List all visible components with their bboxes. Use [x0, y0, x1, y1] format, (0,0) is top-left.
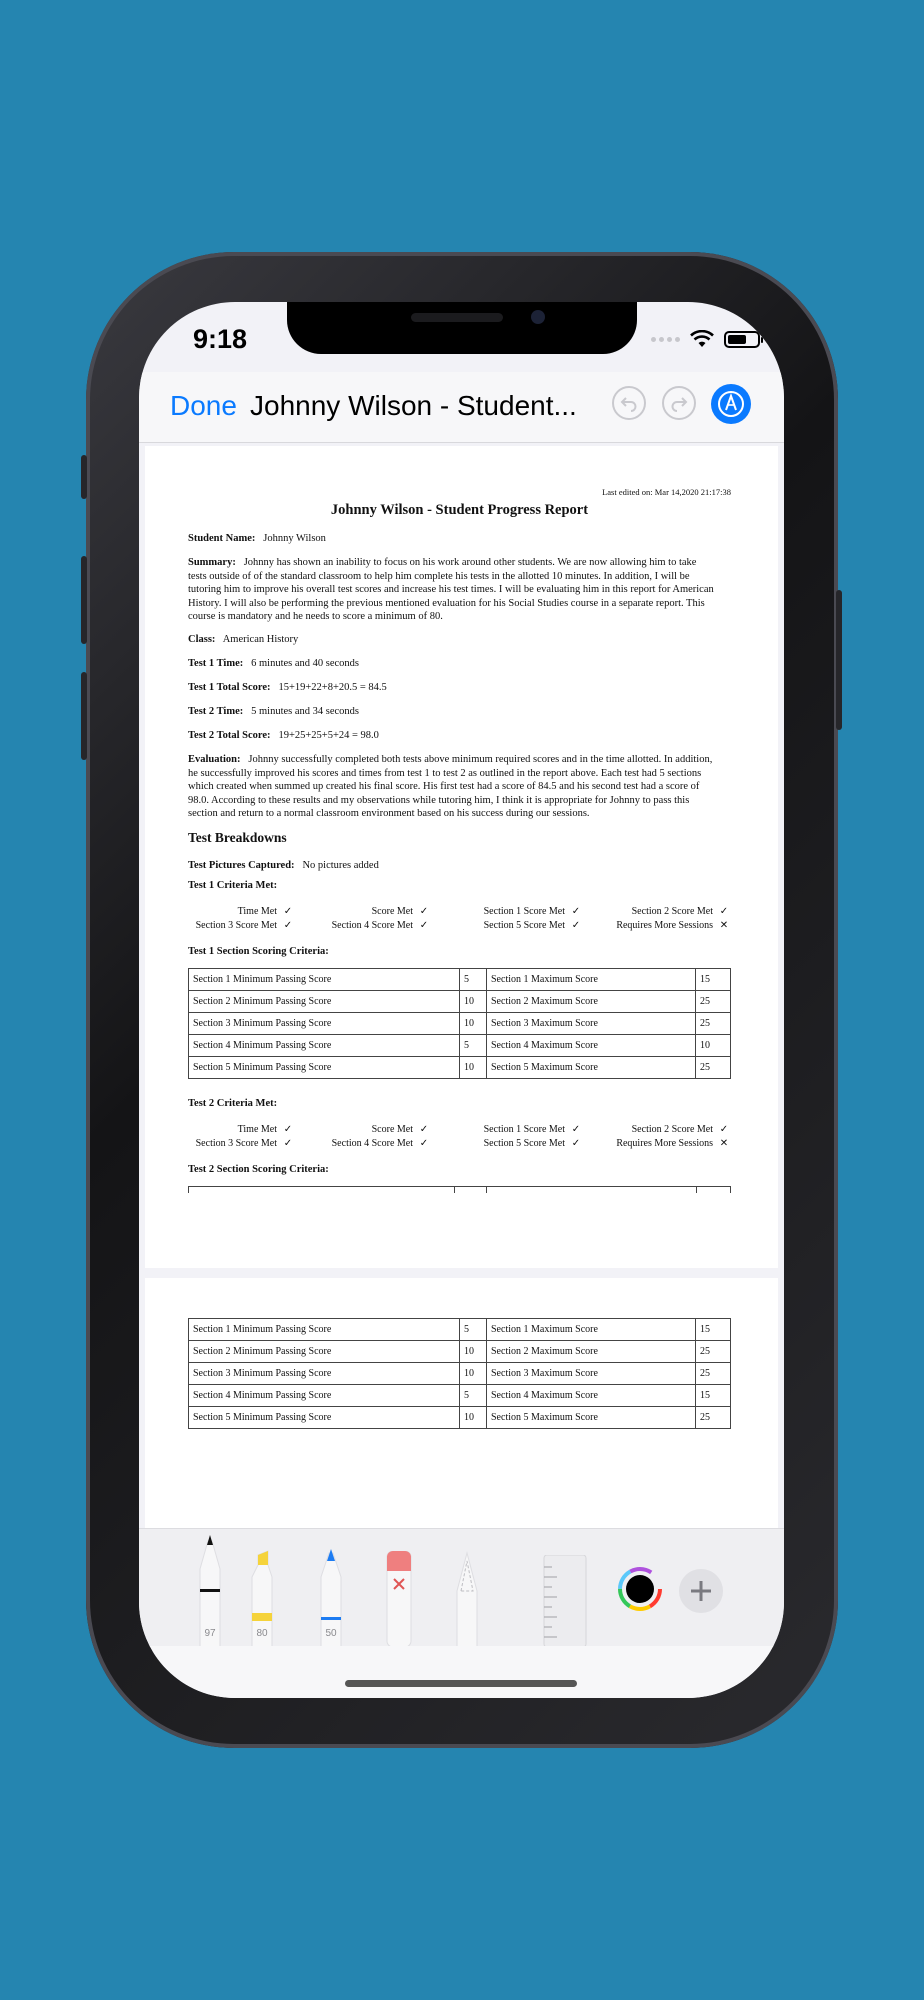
criteria-item: Section 1 Score Met ✓ [483, 906, 581, 917]
front-camera [531, 310, 545, 324]
pencil-tool[interactable]: 50 [317, 1547, 345, 1647]
navigation-bar [139, 372, 784, 443]
criteria-item: Time Met ✓ [237, 1124, 293, 1135]
home-indicator[interactable] [345, 1680, 577, 1687]
test1-criteria-heading: Test 1 Criteria Met: [188, 880, 278, 891]
add-plus-icon[interactable] [679, 1569, 723, 1613]
criteria-item: Section 3 Score Met ✓ [195, 1138, 293, 1149]
criteria-item: Requires More Sessions ✕ [616, 920, 729, 931]
pen-tool[interactable]: 97 [196, 1535, 224, 1647]
student-name: Student Name: Johnny Wilson [188, 533, 326, 544]
power-button [836, 590, 842, 730]
report-heading: Johnny Wilson - Student Progress Report [330, 502, 589, 518]
silent-switch [81, 455, 87, 499]
test2-scoring-heading: Test 2 Section Scoring Criteria: [188, 1164, 329, 1175]
criteria-item: Score Met ✓ [371, 1124, 429, 1135]
evaluation: Evaluation: Johnny successfully completed both tests above minimum required scores and in the time allotted. In addition, he successfully improved his scores and times from test 1 to test 2 as outlined in the report above. Each test had 5 sections which created when summed up created his final score. His first test had a score of 84.5 and his second test had a score of 98.0. According to these results and my observations while tutoring him, I think it is appropriate for Johnny to pass this section and return to a normal classroom environment based on his success during our sessions. [188, 754, 713, 819]
table-row: Section 2 Minimum Passing Score 10 Section 2 Maximum Score 25 [189, 991, 731, 1013]
eraser-tool[interactable] [385, 1551, 413, 1647]
redo-icon[interactable] [662, 386, 696, 420]
table-row: Section 1 Minimum Passing Score 5 Section 1 Maximum Score 15 [189, 1319, 731, 1341]
test2-criteria-heading: Test 2 Criteria Met: [188, 1098, 278, 1109]
table-row: Section 2 Minimum Passing Score 10 Section 2 Maximum Score 25 [189, 1341, 731, 1363]
criteria-item: Section 2 Score Met ✓ [631, 906, 729, 917]
criteria-item: Section 2 Score Met ✓ [631, 1124, 729, 1135]
phone-screen [139, 302, 784, 1698]
table-cut-edge [188, 1186, 731, 1193]
lasso-tool[interactable] [453, 1551, 481, 1647]
test1-scoring-table [188, 968, 731, 1079]
table-row: Section 5 Minimum Passing Score 10 Section 5 Maximum Score 25 [189, 1057, 731, 1079]
done-button[interactable]: Done [170, 390, 237, 421]
wifi-icon [690, 330, 714, 348]
signal-icon [651, 337, 680, 342]
highlighter-tool[interactable]: 80 [248, 1547, 276, 1647]
ruler-tool[interactable] [543, 1555, 587, 1647]
table-row: Section 5 Minimum Passing Score 10 Section 5 Maximum Score 25 [189, 1407, 731, 1429]
criteria-item: Section 4 Score Met ✓ [331, 920, 429, 931]
volume-down-button [81, 672, 87, 760]
test1-score: Test 1 Total Score: 15+19+22+8+20.5 = 84.5 [188, 682, 387, 693]
criteria-item: Section 4 Score Met ✓ [331, 1138, 429, 1149]
test1-scoring-heading: Test 1 Section Scoring Criteria: [188, 946, 329, 957]
status-icons [651, 330, 760, 348]
color-picker-icon[interactable] [618, 1567, 662, 1611]
test2-score: Test 2 Total Score: 19+25+25+5+24 = 98.0 [188, 730, 379, 741]
summary: Summary: Johnny has shown an inability to focus on his work around other students. We are now allowing him to take tests outside of of the standard classroom to help him complete his tests in the allotted 10 minutes. In addition, I will be tutoring him to improve his overall test scores and increase his test times. I will be evaluating him in this report for American History. I will also be performing the previous mentioned evaluation for his Social Studies course in a separate report. This course is mandatory and he needs to score a minimum of 80. [188, 557, 714, 622]
document-page-2 [145, 1278, 778, 1530]
table-row: Section 3 Minimum Passing Score 10 Section 3 Maximum Score 25 [189, 1363, 731, 1385]
markup-pen-icon[interactable] [711, 384, 751, 424]
table-row: Section 4 Minimum Passing Score 5 Section 4 Maximum Score 15 [189, 1385, 731, 1407]
criteria-item: Section 5 Score Met ✓ [483, 1138, 581, 1149]
home-area [139, 1646, 784, 1698]
class-field: Class: American History [188, 634, 299, 645]
status-time: 9:18 [193, 324, 248, 354]
earpiece-speaker [411, 313, 503, 322]
test1-time: Test 1 Time: 6 minutes and 40 seconds [188, 658, 360, 669]
criteria-item: Section 1 Score Met ✓ [483, 1124, 581, 1135]
test-pictures: Test Pictures Captured: No pictures added [188, 860, 379, 871]
last-edited: Last edited on: Mar 14,2020 21:17:38 [602, 487, 731, 497]
criteria-item: Requires More Sessions ✕ [616, 1138, 729, 1149]
document-title: Johnny Wilson - Student... [250, 390, 577, 421]
document-page-1 [145, 446, 778, 1268]
undo-icon[interactable] [612, 386, 646, 420]
test2-time: Test 2 Time: 5 minutes and 34 seconds [188, 706, 360, 717]
table-row: Section 4 Minimum Passing Score 5 Section 4 Maximum Score 10 [189, 1035, 731, 1057]
table-row: Section 3 Minimum Passing Score 10 Section 3 Maximum Score 25 [189, 1013, 731, 1035]
volume-up-button [81, 556, 87, 644]
criteria-item: Section 3 Score Met ✓ [195, 920, 293, 931]
criteria-item: Score Met ✓ [371, 906, 429, 917]
notch [287, 302, 637, 354]
criteria-item: Section 5 Score Met ✓ [483, 920, 581, 931]
battery-icon [724, 331, 760, 348]
test-breakdowns-heading: Test Breakdowns [188, 830, 287, 845]
criteria-item: Time Met ✓ [237, 906, 293, 917]
table-row: Section 1 Minimum Passing Score 5 Section 1 Maximum Score 15 [189, 969, 731, 991]
markup-toolbar [139, 1528, 784, 1647]
test2-scoring-table [188, 1318, 731, 1429]
